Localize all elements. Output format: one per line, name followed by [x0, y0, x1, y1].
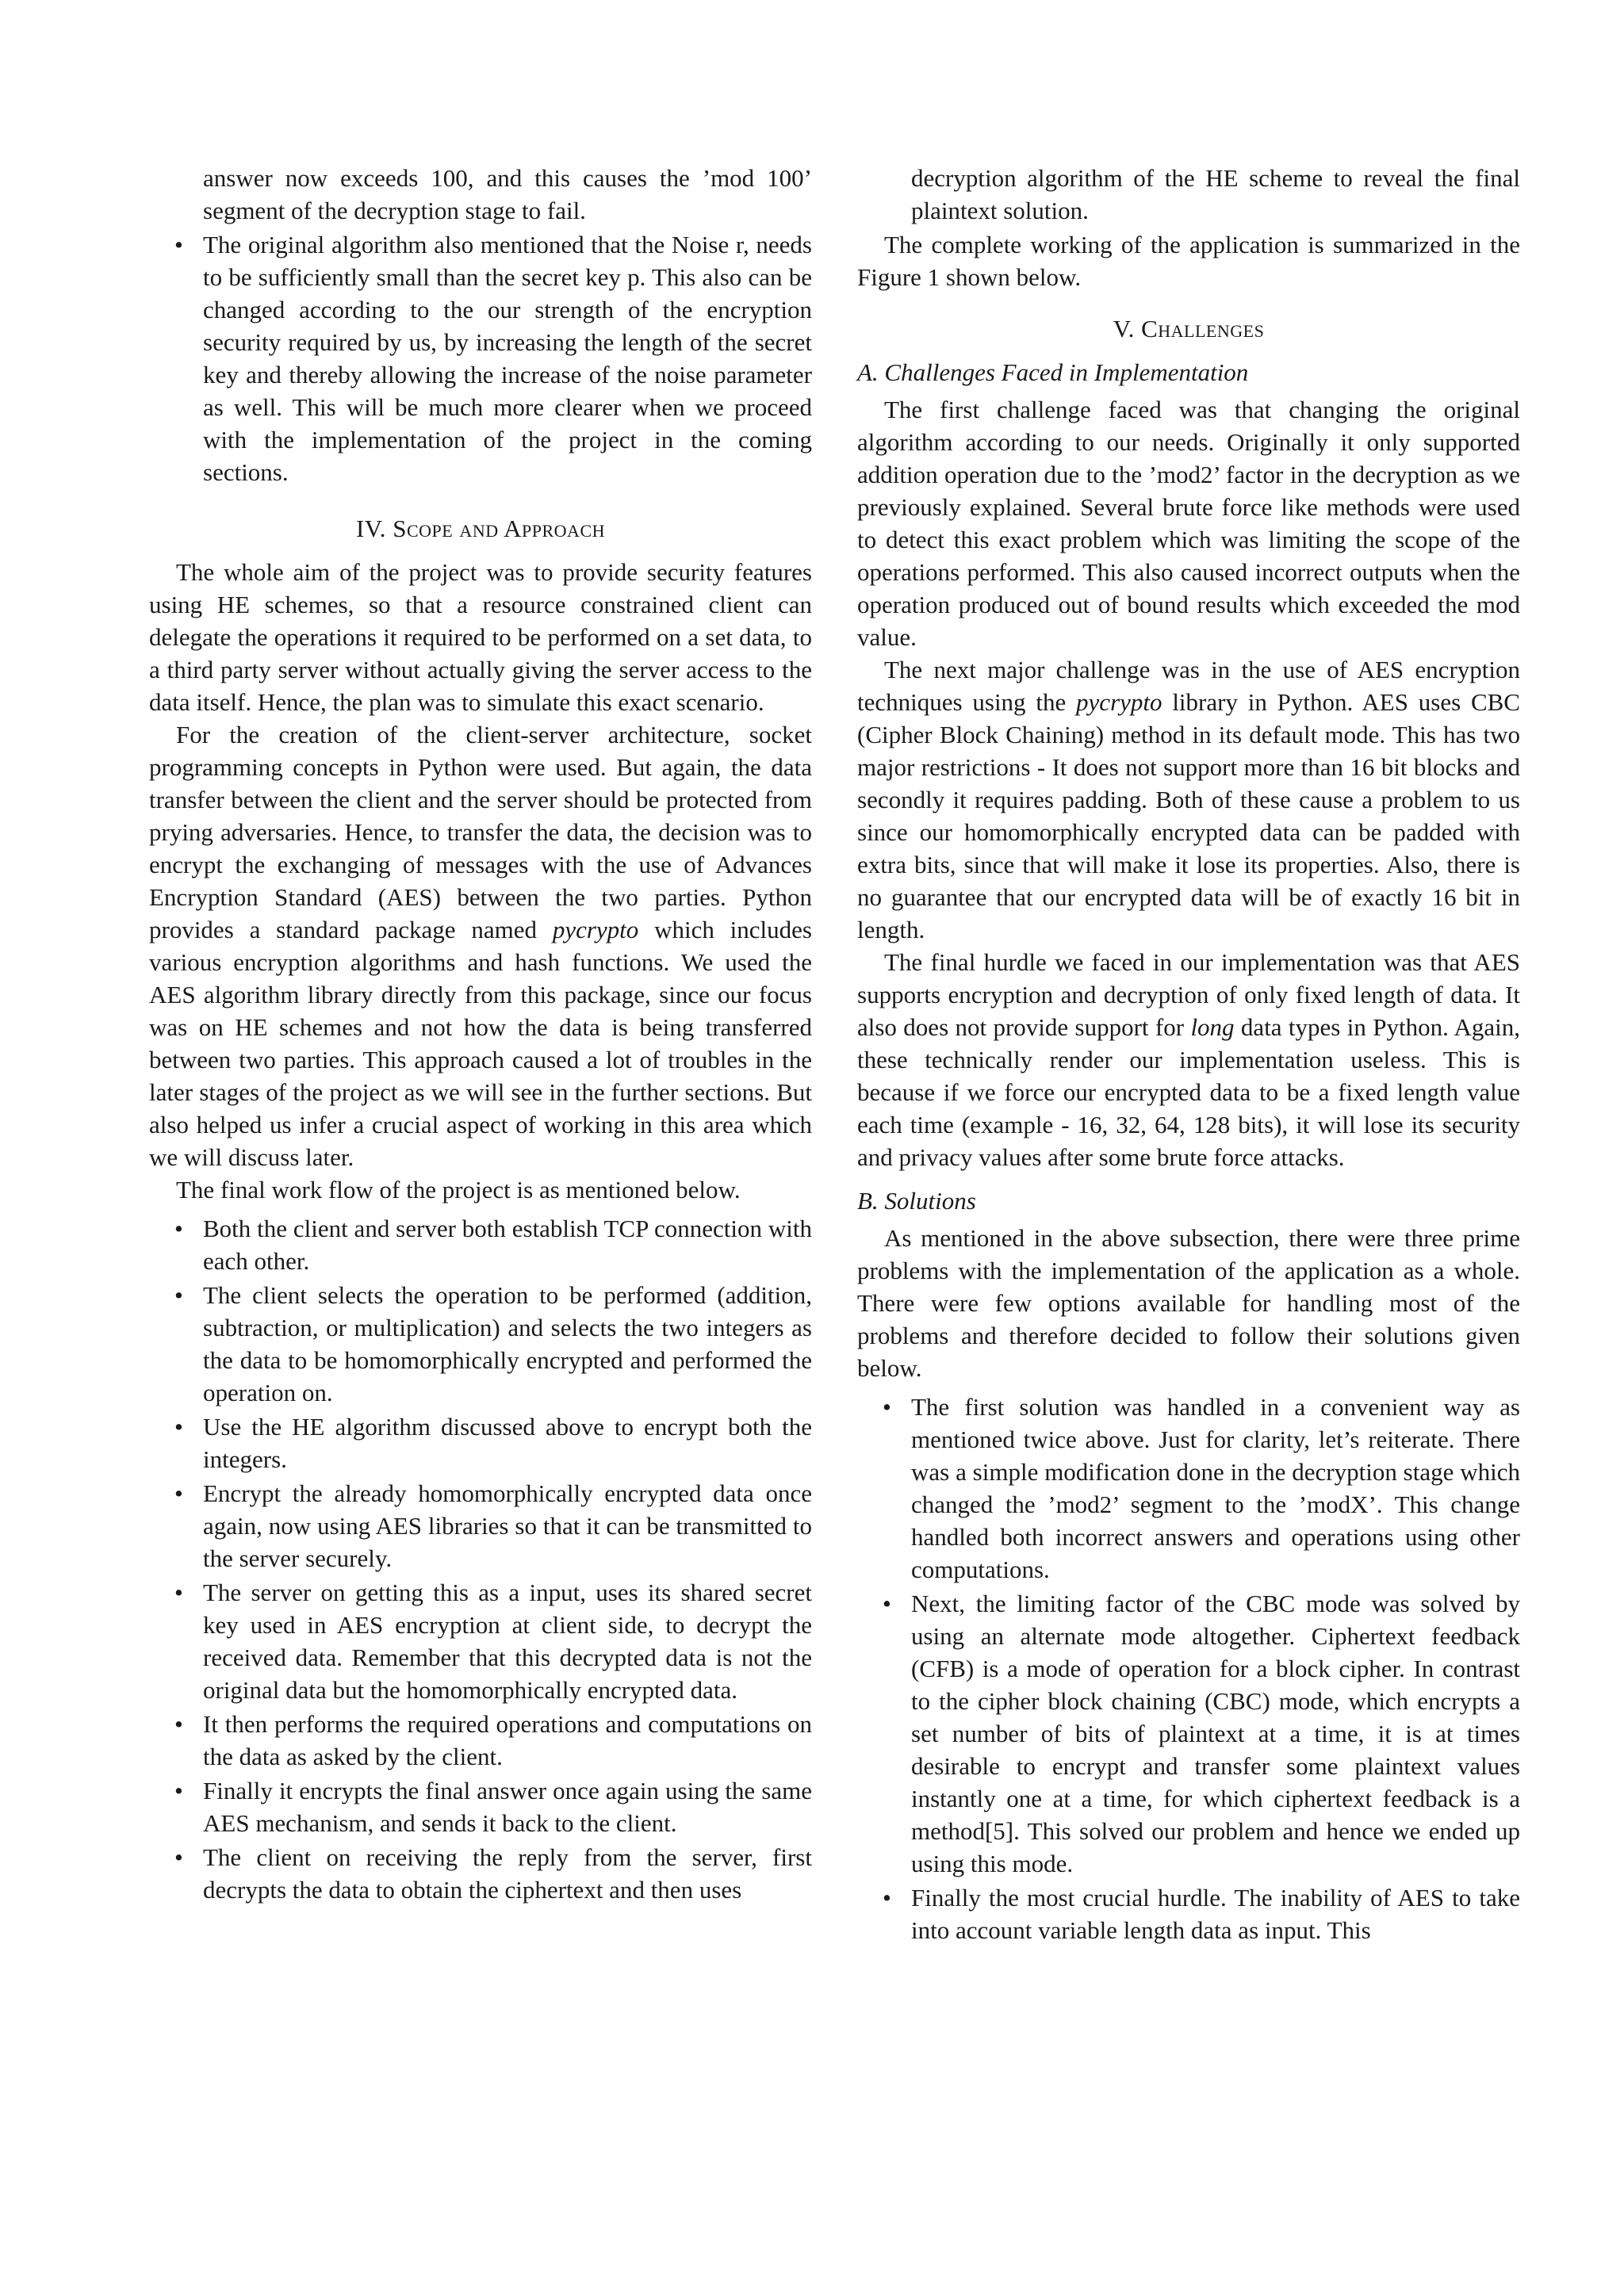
paragraph: The next major challenge was in the use of AES encryption techniques using the pycrypto library in Python. AES uses CBC (Cipher Block Chaining) method in its default mode. This has two major restrictions - It does not support more than 16 bit blocks and secondly it requires padding. Both of these cause a problem to us since our homomorphically encrypted data can be padded with extra bits, since that will make it lose its properties. Also, there is no guarantee that our encrypted data will be of exactly 16 bit in length. — [857, 656, 1520, 943]
subsection-heading-a: A. Challenges Faced in Implementation — [857, 358, 1249, 386]
list-item: • The original algorithm also mentioned that the Noise r, needs to be sufficiently small than the secret key p. This also can be changed according to the our strength of the encryption security required by us, by increasing the length of the secret key and thereby allowing the increase of the noise parameter as well. This will be much more clearer when we proceed with the implementation of the project in the coming sections. — [149, 228, 812, 488]
list-item: • It then performs the required operations and computations on the data as asked by the client. — [149, 1708, 812, 1773]
bullet-icon: • — [174, 1215, 183, 1242]
bullet-icon: • — [883, 1393, 891, 1421]
list-item: • The first solution was handled in a convenient way as mentioned twice above. Just for clarity, let’s reiterate. There was a simple modification done in the decryption stage which changed the ’mod2’ segment to the ’modX’. This change handled both incorrect answers and operations using other computations. — [857, 1391, 1520, 1586]
list-item: • The client selects the operation to be performed (addition, subtraction, or multiplication) and selects the two integers as the data to be homomorphically encrypted and performed the operation on. — [149, 1279, 812, 1409]
list-item: • Finally it encrypts the final answer once again using the same AES mechanism, and sends it back to the client. — [149, 1774, 812, 1839]
list-item: • Both the client and server both establish TCP connection with each other. — [149, 1212, 812, 1277]
bullet-icon: • — [174, 1281, 183, 1309]
section-heading-scope: IV. Scope and Approach — [355, 515, 606, 542]
workflow-list — [149, 1212, 812, 1906]
bullet-icon: • — [883, 1590, 891, 1617]
bullet-list-continued — [149, 162, 812, 488]
paragraph: For the creation of the client-server architecture, socket programming concepts in Python were used. But again, the data transfer between the client and the server should be protected from prying adversaries. Hence, to transfer the data, the decision was to encrypt the exchanging of messages with the use of Advances Encryption Standard (AES) between the two parties. Python provides a standard package named pycrypto which includes various encryption algorithms and hash functions. We used the AES algorithm library directly from this package, since our focus was on HE schemes and not how the data is being transferred between two parties. This approach caused a lot of troubles in the later stages of the project as we will see in the further sections. But also helped us infer a crucial aspect of working in this area which we will discuss later. — [149, 721, 812, 1171]
list-item: • Encrypt the already homomorphically encrypted data once again, now using AES libraries so that it can be transmitted to the server securely. — [149, 1477, 812, 1575]
paragraph: As mentioned in the above subsection, there were three prime problems with the implementation of the application as a whole. There were few options available for handling most of the problems and therefore decided to follow their solutions given below. — [857, 1224, 1520, 1382]
list-item: • Finally the most crucial hurdle. The inability of AES to take into account variable length data as input. This — [857, 1881, 1520, 1946]
right-column — [857, 155, 1520, 1948]
left-column — [149, 155, 812, 1908]
paragraph: The first challenge faced was that changing the original algorithm according to our needs. Originally it only supported addition operation due to the ’mod2’ factor in the decryption as we previously explained. Several brute force like methods were used to detect this exact problem which was limiting the scope of the operations performed. This also caused incorrect outputs when the operation produced out of bound results which exceeded the mod value. — [857, 396, 1520, 651]
section-heading-challenges: V. Challenges — [1113, 315, 1265, 342]
paragraph: The whole aim of the project was to provide security features using HE schemes, so that a resource constrained client can delegate the operations it required to be performed on a set data, to a third party server without actually giving the server access to the data itself. Hence, the plan was to simulate this exact scenario. — [149, 558, 812, 716]
paragraph: The complete working of the application is summarized in the Figure 1 shown below. — [857, 231, 1520, 291]
section-title: Scope and Approach — [393, 515, 606, 542]
bullet-icon: • — [174, 1843, 183, 1871]
list-item: • Use the HE algorithm discussed above to encrypt both the integers. — [149, 1410, 812, 1475]
bullet-icon: • — [174, 231, 183, 258]
list-item: • The client on receiving the reply from the server, first decrypts the data to obtain the ciphertext and then uses — [149, 1841, 812, 1906]
list-item: • The server on getting this as a input, uses its shared secret key used in AES encryption at client side, to decrypt the received data. Remember that this decrypted data is not the original data but the homomorphically encrypted data. — [149, 1576, 812, 1706]
bullet-icon: • — [174, 1777, 183, 1804]
solutions-list — [857, 1391, 1520, 1946]
list-item: decryption algorithm of the HE scheme to reveal the final plaintext solution. — [911, 164, 1520, 224]
subsection-heading-b: B. Solutions — [857, 1187, 976, 1215]
list-item: answer now exceeds 100, and this causes the ’mod 100’ segment of the decryption stage to fail. — [203, 164, 812, 224]
bullet-icon: • — [174, 1710, 183, 1738]
paragraph: The final hurdle we faced in our implementation was that AES supports encryption and decryption of only fixed length of data. It also does not provide support for long data types in Python. Again, these technically render our implementation useless. This is because if we force our encrypted data to be a fixed length value each time (example - 16, 32, 64, 128 bits), it will lose its security and privacy values after some brute force attacks. — [857, 948, 1520, 1171]
bullet-list-continued — [857, 162, 1520, 227]
bullet-icon: • — [174, 1413, 183, 1441]
paragraph: The final work flow of the project is as mentioned below. — [176, 1176, 741, 1203]
list-item: • Next, the limiting factor of the CBC mode was solved by using an alternate mode altogether. Ciphertext feedback (CFB) is a mode of operation for a block cipher. In contrast to the cipher block chaining (CBC) mode, which encrypts a set number of bits of plaintext at a time, it is at times desirable to encrypt and transfer some plaintext values instantly one at a time, for which ciphertext feedback is a method[5]. This solved our problem and hence we ended up using this mode. — [857, 1587, 1520, 1880]
section-title: Challenges — [1141, 315, 1265, 342]
bullet-icon: • — [174, 1479, 183, 1507]
bullet-icon: • — [883, 1884, 891, 1911]
bullet-icon: • — [174, 1578, 183, 1606]
